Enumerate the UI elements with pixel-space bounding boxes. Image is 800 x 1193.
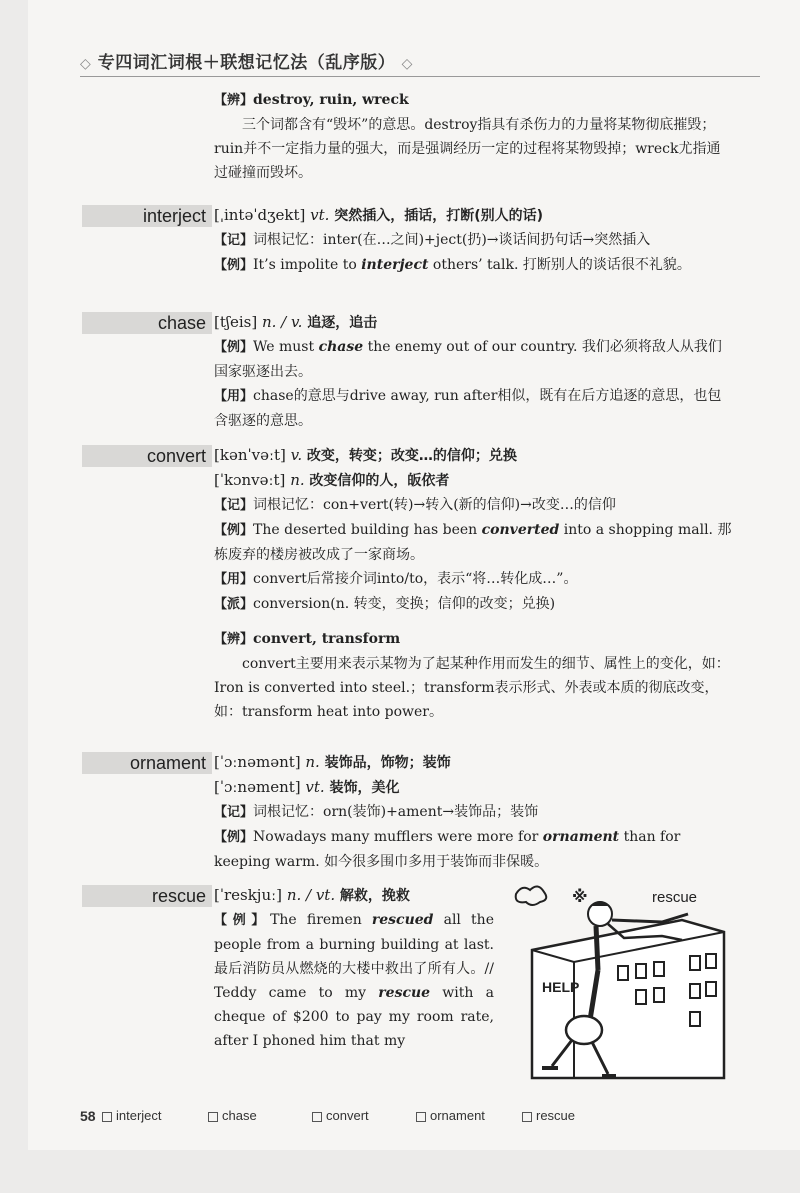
footer-item-rescue — [522, 1108, 576, 1123]
checkbox-square-icon — [102, 1112, 112, 1122]
example-text: with a cheque of $200 to pay my room rate, after I phoned him that my — [214, 985, 494, 1049]
diff-title: convert, transform — [253, 631, 401, 647]
diff-destroy-block — [214, 88, 734, 185]
ji-tag: 【记】 — [214, 805, 254, 820]
smoke-cloud-icon — [516, 886, 547, 905]
example-text: The firemen — [270, 912, 372, 928]
pronunciation: [ˈɔːnəmənt] — [214, 753, 301, 771]
header-title: 专四词汇词根＋联想记忆法（乱序版） — [97, 53, 396, 73]
checkbox-square-icon — [416, 1112, 426, 1122]
help-sign: HELP — [542, 979, 580, 995]
pronunciation: [kənˈvəːt] — [214, 446, 286, 464]
diff-text: 三个词都含有“毁坏”的意思。destroy指具有杀伤力的力量将某物彻底摧毁；ruin并不一定指力量的强大，而是强调经历一定的过程将某物毁掉；wreck尤指通过碰撞而毁坏。 — [214, 117, 721, 181]
headword-chase: chase — [82, 312, 212, 334]
spark-icon: ※ — [572, 887, 588, 906]
definition: 装饰品，饰物；装饰 — [324, 755, 451, 771]
footer-item-ornament — [416, 1108, 485, 1123]
memory-note: 词根记忆：orn(装饰)+ament→装饰品；装饰 — [253, 804, 539, 820]
pai-tag: 【派】 — [214, 597, 254, 612]
yong-tag: 【用】 — [214, 389, 254, 404]
bian-tag: 【辨】 — [214, 632, 254, 647]
footer-item-label: rescue — [536, 1108, 576, 1123]
part-of-speech: vt. — [305, 778, 325, 796]
entry-ornament — [214, 750, 734, 874]
diamond-icon: ◇ — [401, 56, 413, 72]
part-of-speech: vt. — [310, 206, 330, 224]
example-keyword: chase — [318, 339, 364, 355]
memory-note: 词根记忆：con+vert(转)→转入(新的信仰)→改变…的信仰 — [253, 497, 616, 513]
pronunciation: [ˈreskjuː] — [214, 886, 283, 904]
footer-item-label: convert — [326, 1108, 369, 1123]
example-keyword: converted — [481, 522, 560, 538]
yong-tag: 【用】 — [214, 572, 254, 587]
example-text: all the people from a burning building at last. 最后消防员从燃烧的大楼中救出了所有人。// Teddy came to my — [214, 912, 494, 1001]
example-text: The deserted building has been — [253, 522, 482, 538]
example-keyword: ornament — [542, 829, 620, 845]
derivative-note: conversion(n. 转变，变换；信仰的改变；兑换) — [253, 596, 556, 612]
example-text: We must — [253, 339, 319, 355]
entry-chase — [214, 310, 734, 433]
footer-item-chase — [208, 1108, 257, 1123]
footer-item-convert — [312, 1108, 369, 1123]
checkbox-square-icon — [208, 1112, 218, 1122]
footer-item-label: ornament — [430, 1108, 485, 1123]
entry-convert — [214, 443, 734, 724]
footer-item-label: chase — [222, 1108, 257, 1123]
li-tag: 【例】 — [214, 830, 254, 845]
example-text: It’s impolite to — [253, 257, 362, 273]
ji-tag: 【记】 — [214, 498, 254, 513]
example-text: others’ talk. 打断别人的谈话很不礼貌。 — [428, 257, 691, 273]
checkbox-square-icon — [522, 1112, 532, 1122]
example-keyword: rescued — [371, 912, 434, 928]
pronunciation: [ˈkɔnvəːt] — [214, 471, 286, 489]
entry-rescue — [214, 883, 494, 1053]
example-text: into a shopping mall. 那栋废弃的楼房被改成了一家商场。 — [214, 522, 732, 563]
diamond-icon: ◇ — [80, 56, 92, 72]
headword-ornament: ornament — [82, 752, 212, 774]
header-rule — [80, 76, 760, 77]
part-of-speech: n. — [305, 753, 320, 771]
usage-note: chase的意思与drive away, run after相似，既有在后方追逐的意思，也包含驱逐的意思。 — [214, 388, 722, 429]
pronunciation: [ˈɔːnəment] — [214, 778, 301, 796]
example-keyword: rescue — [378, 985, 431, 1001]
ji-tag: 【记】 — [214, 233, 254, 248]
part-of-speech: n. / vt. — [286, 886, 336, 904]
definition: 追逐，追击 — [307, 315, 378, 331]
footer-item-interject — [102, 1108, 162, 1123]
li-tag: 【例】 — [214, 913, 271, 928]
part-of-speech: v. — [290, 446, 303, 464]
cartoon-caption: rescue — [652, 889, 698, 906]
diff-title: destroy, ruin, wreck — [253, 92, 409, 108]
diff-text: convert主要用来表示某物为了起某种作用而发生的细节、属性上的变化，如：Iron is converted into steel.；transform表示形式、外表或本质的彻底改变，如：transform heat into power。 — [214, 656, 730, 720]
headword-convert: convert — [82, 445, 212, 467]
pronunciation: [ˌintəˈdʒekt] — [214, 206, 306, 224]
page-number: 58 — [80, 1108, 96, 1124]
page-header — [80, 48, 413, 73]
checkbox-square-icon — [312, 1112, 322, 1122]
part-of-speech: n. / v. — [261, 313, 303, 331]
usage-note: convert后常接介词into/to，表示“将…转化成…”。 — [253, 571, 578, 587]
definition: 解救，挽救 — [339, 888, 410, 904]
li-tag: 【例】 — [214, 523, 254, 538]
example-text: than for keeping warm. 如今很多围巾多用于装饰而非保暖。 — [214, 829, 681, 870]
definition: 装饰，美化 — [329, 780, 400, 796]
headword-interject: interject — [82, 205, 212, 227]
example-text: Nowadays many mufflers were more for — [253, 829, 543, 845]
example-keyword: interject — [361, 257, 429, 273]
bian-tag: 【辨】 — [214, 93, 254, 108]
li-tag: 【例】 — [214, 340, 254, 355]
li-tag: 【例】 — [214, 258, 254, 273]
memory-note: 词根记忆：inter(在…之间)+ject(扔)→谈话间扔句话→突然插入 — [253, 232, 651, 248]
definition: 改变信仰的人，皈依者 — [309, 473, 450, 489]
part-of-speech: n. — [290, 471, 305, 489]
example-text: the enemy out of our country. 我们必须将敌人从我们国家驱逐出去。 — [214, 339, 722, 380]
definition: 突然插入，插话，打断(别人的话) — [334, 208, 544, 224]
pronunciation: [tʃeis] — [214, 313, 258, 331]
footer-item-label: interject — [116, 1108, 162, 1123]
headword-rescue: rescue — [82, 885, 212, 907]
entry-interject — [214, 203, 734, 278]
definition: 改变，转变；改变…的信仰；兑换 — [306, 448, 517, 464]
rescue-cartoon — [512, 880, 732, 1080]
